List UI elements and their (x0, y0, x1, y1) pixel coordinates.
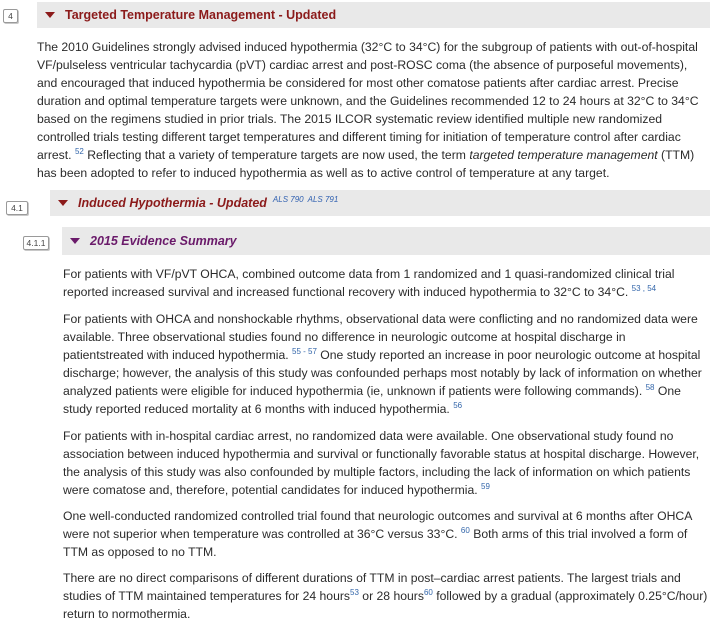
paragraph-text: One well-conducted randomized controlled trial found that neurologic outcomes and survival at 6 months after OHCA were not superior when temperature was controlled at 36°C versus 33°C. (63, 509, 692, 541)
section-number-4-1-1: 4.1.1 (23, 236, 49, 250)
citation-link[interactable]: 55 - 57 (292, 346, 317, 356)
section-title: 2015 Evidence Summary (90, 234, 237, 248)
paragraph-text: For patients with in-hospital cardiac arrest, no randomized data were available. One observational study found no association between induced hypothermia and survival or functionally favorable status at hospital discharge. However, the analysis of this study was also confounded by multiple factors, including the lack of information on which patients were comatose and, therefore, potential candidates for induced hypothermia. (63, 429, 700, 497)
section-number-4-1: 4.1 (6, 201, 28, 215)
collapse-triangle-icon[interactable] (58, 200, 68, 206)
paragraph-text: Both arms of this trial involved a form of TTM as opposed to no TTM. (63, 527, 688, 559)
paragraph-text: Reflecting that a variety of temperature targets are now used, the term (83, 148, 470, 162)
citation-link[interactable]: 58 (645, 382, 655, 392)
citation-link[interactable]: 60 (423, 587, 433, 597)
paragraph-intro (37, 38, 710, 182)
section-header-evidence-summary[interactable] (62, 227, 710, 255)
collapse-triangle-icon[interactable] (70, 238, 80, 244)
paragraph-text: or 28 hours (358, 589, 424, 603)
paragraph-text: For patients with VF/pVT OHCA, combined outcome data from 1 randomized and 1 quasi-randomized clinical trial reported increased survival and increased functional recovery with induced hypothermia to 32°C to 34°C. (63, 267, 675, 299)
citation-link[interactable]: 53 , 54 (631, 283, 657, 293)
paragraph-text: followed by a gradual (approximately 0.25°C/hour) return to normothermia. (63, 589, 708, 621)
paragraph-nonshockable (63, 310, 708, 418)
section-header-induced-hypothermia[interactable] (50, 190, 710, 216)
paragraph-in-hospital (63, 427, 708, 499)
citation-link[interactable]: 60 (460, 525, 470, 535)
section-header-ttm[interactable] (37, 2, 710, 28)
emphasis-term: targeted temperature management (469, 148, 658, 162)
paragraph-text: One study reported reduced mortality at 6 months with induced hypothermia. (63, 384, 681, 416)
section-number-4: 4 (3, 9, 18, 23)
paragraph-text: The 2010 Guidelines strongly advised induced hypothermia (32°C to 34°C) for the subgroup of patients with out-of-hospital VF/pulseless ventricular tachycardia (pVT) cardiac arrest and post-ROSC coma (the absence of purposeful movements), and encouraged that induced hypothermia be considered for most other comatose patients after cardiac arrest. Precise duration and optimal temperature targets were unknown, and the Guidelines recommended 12 to 24 hours at 32°C to 34°C based on the regimens studied in prior trials. The 2015 ILCOR systematic review identified multiple new randomized controlled trials testing different target temperatures and different timing for initiation of temperature control after cardiac arrest. (37, 40, 699, 162)
paragraph-text: One study reported an increase in poor neurologic outcome at hospital discharge; however, the analysis of this study was confounded perhaps most notably by lack of information on whether analyzed patients were eligible for induced hypothermia (ie, unknown if patients were following commands). (63, 348, 702, 398)
citation-link[interactable]: 56 (453, 400, 463, 410)
paragraph-duration (63, 569, 708, 623)
citation-link[interactable]: 52 (74, 146, 84, 156)
paragraph-text: (TTM) has been adopted to refer to induced hypothermia as well as to active control of temperature at any target. (37, 148, 695, 180)
als-reference-link[interactable]: ALS 790 (272, 194, 304, 204)
paragraph-text: There are no direct comparisons of different durations of TTM in post–cardiac arrest patients. The largest trials and studies of TTM maintained temperatures for 24 hours (63, 571, 681, 603)
paragraph-text: For patients with OHCA and nonshockable rhythms, observational data were conflicting and no randomized data were available. Three observational studies found no difference in neurologic outcome at hospital discharge in patientstreated with induced hypothermia. (63, 312, 698, 362)
paragraph-vf-pvt (63, 265, 708, 301)
citation-link[interactable]: 59 (481, 481, 490, 491)
citation-link[interactable]: 53 (350, 587, 359, 597)
section-title: Targeted Temperature Management - Updated (65, 8, 337, 22)
collapse-triangle-icon[interactable] (45, 12, 55, 18)
als-reference-link[interactable]: ALS 791 (307, 194, 339, 204)
section-title: Induced Hypothermia - Updated (78, 196, 267, 210)
paragraph-rct (63, 507, 708, 561)
